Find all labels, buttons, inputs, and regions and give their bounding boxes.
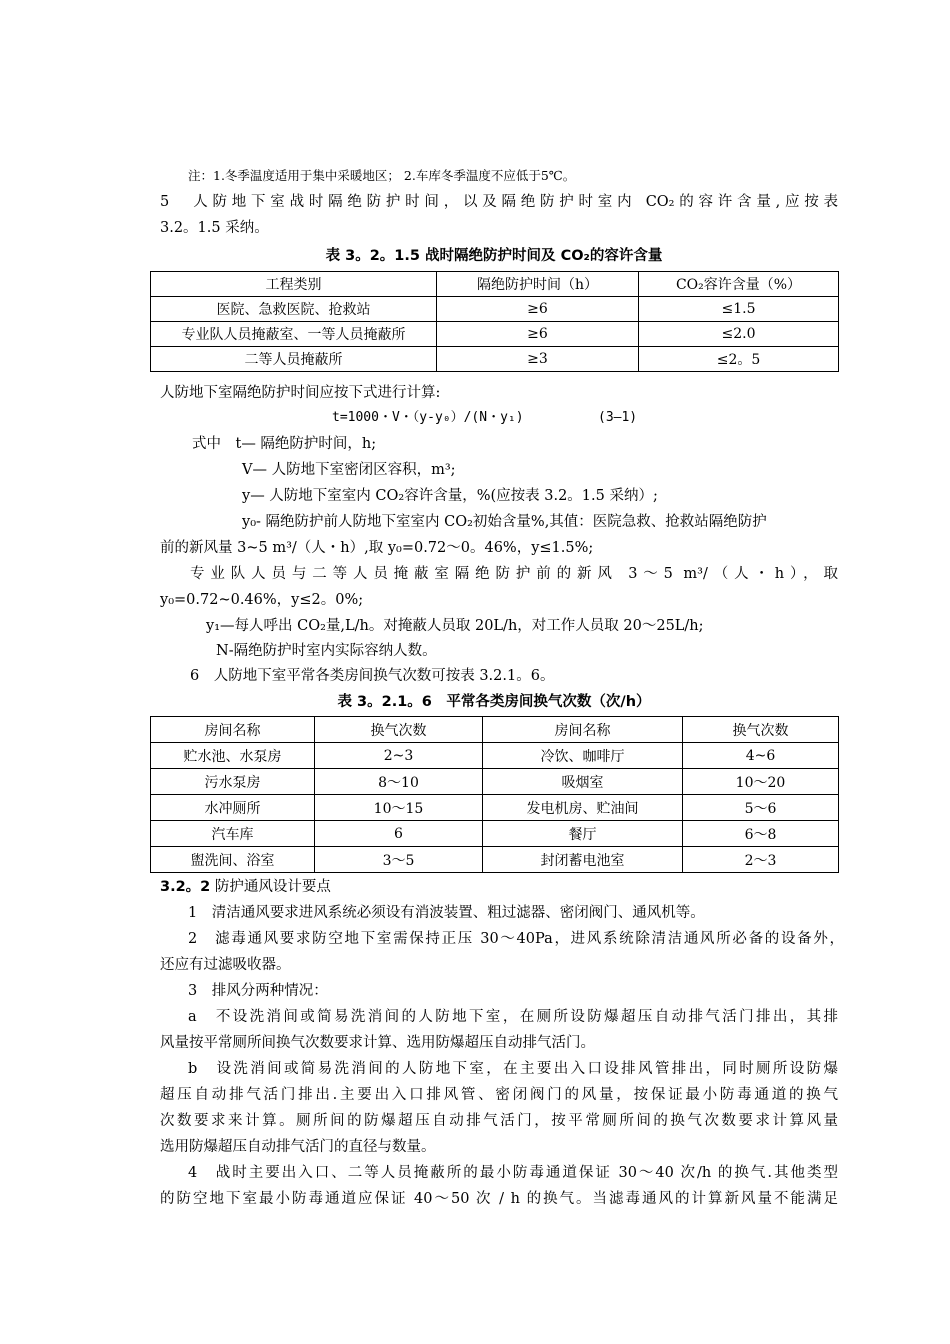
table-cell: 发电机房、贮油间 — [483, 795, 683, 821]
table-cell: 水冲厕所 — [151, 795, 315, 821]
table-cell: 2~3 — [315, 743, 483, 769]
table-cell: 汽车库 — [151, 821, 315, 847]
table-cell: 8～10 — [315, 769, 483, 795]
para-4-line1: 4 战时主要出入口、二等人员掩蔽所的最小防毒通道保证 30～40 次/h 的换气.其他类型 — [188, 1165, 838, 1181]
calc-intro: 人防地下室隔绝防护时间应按下式进行计算: — [160, 385, 441, 401]
table-cell: 2～3 — [683, 847, 839, 873]
table-cell: 10～15 — [315, 795, 483, 821]
air-change-table — [150, 716, 839, 873]
formula: t=1000・V・（y-y₀）/(N・y₁) — [332, 410, 524, 425]
table-row — [151, 347, 839, 372]
table-cell: ≥3 — [437, 347, 639, 372]
section-heading — [160, 877, 331, 897]
def-n: N-隔绝防护时室内实际容纳人数。 — [216, 643, 437, 659]
item-5-line2: 3.2。1.5 采纳。 — [160, 220, 269, 236]
table-header-row — [151, 717, 839, 743]
table-cell: ≤2。5 — [639, 347, 839, 372]
table-cell: 5～6 — [683, 795, 839, 821]
table-row — [151, 322, 839, 347]
header-cell: CO₂容许含量（%） — [639, 272, 839, 297]
table-cell: 6～8 — [683, 821, 839, 847]
para-3: 3 排风分两种情况： — [188, 983, 328, 999]
header-cell: 隔绝防护时间（h） — [437, 272, 639, 297]
header-cell: 换气次数 — [683, 717, 839, 743]
table-cell: 冷饮、咖啡厅 — [483, 743, 683, 769]
item-6: 6 人防地下室平常各类房间换气次数可按表 3.2.1。6。 — [190, 668, 555, 684]
table-cell: 贮水池、水泵房 — [151, 743, 315, 769]
section-title: 防护通风设计要点 — [214, 879, 331, 895]
def-y: y— 人防地下室室内 CO₂容许含量，%(应按表 3.2。1.5 采纳）; — [242, 488, 658, 504]
table-cell: 医院、急救医院、抢救站 — [151, 297, 437, 322]
def-v: V— 人防地下室密闭区容积，m³; — [242, 462, 456, 478]
table-row — [151, 821, 839, 847]
table-cell: 二等人员掩蔽所 — [151, 347, 437, 372]
isolation-table — [150, 271, 839, 372]
table-cell: 吸烟室 — [483, 769, 683, 795]
table-row — [151, 795, 839, 821]
table-cell: 污水泵房 — [151, 769, 315, 795]
para-b-line4: 选用防爆超压自动排气活门的直径与数量。 — [160, 1139, 436, 1155]
table-cell: 4~6 — [683, 743, 839, 769]
table-cell: 6 — [315, 821, 483, 847]
para-b-line3: 次数要求来计算。厕所间的防爆超压自动排气活门，按平常厕所间的换气次数要求计算风量 — [160, 1113, 838, 1129]
formula-number: (3—1) — [598, 410, 638, 425]
para-4-line2: 的防空地下室最小防毒通道应保证 40～50 次 / h 的换气。当滤毒通风的计算新风量不能满足 — [160, 1191, 838, 1207]
def-y0-line3: 专业队人员与二等人员掩蔽室隔绝防护前的新风 3～5 m³/（人・h），取 — [190, 566, 838, 582]
section-number: 3.2。2 — [160, 879, 211, 895]
header-cell: 房间名称 — [483, 717, 683, 743]
table-row — [151, 297, 839, 322]
para-a-line2: 风量按平常厕所间换气次数要求计算、选用防爆超压自动排气活门。 — [160, 1035, 595, 1051]
def-t: 式中 t— 隔绝防护时间，h; — [192, 436, 377, 452]
table-cell: ≥6 — [437, 297, 639, 322]
table-header-row — [151, 272, 839, 297]
table-cell: 盥洗间、浴室 — [151, 847, 315, 873]
table-cell: 10～20 — [683, 769, 839, 795]
table-cell: 专业队人员掩蔽室、一等人员掩蔽所 — [151, 322, 437, 347]
def-y0-line1: y₀- 隔绝防护前人防地下室室内 CO₂初始含量%,其值：医院急救、抢救站隔绝防护 — [242, 514, 767, 530]
table-row — [151, 743, 839, 769]
def-y1: y₁—每人呼出 CO₂量,L/h。对掩蔽人员取 20L/h，对工作人员取 20～25L/h; — [206, 618, 704, 634]
header-cell: 换气次数 — [315, 717, 483, 743]
para-a-line1: a 不设洗消间或简易洗消间的人防地下室，在厕所设防爆超压自动排气活门排出，其排 — [188, 1009, 838, 1025]
table-cell: 3～5 — [315, 847, 483, 873]
table-cell: ≤2.0 — [639, 322, 839, 347]
table-note: 注：1.冬季温度适用于集中采暖地区； 2.车库冬季温度不应低于5℃。 — [188, 168, 576, 183]
para-2-line2: 还应有过滤吸收器。 — [160, 957, 291, 973]
para-2-line1: 2 滤毒通风要求防空地下室需保持正压 30～40Pa，进风系统除清洁通风所必备的设备外， — [188, 931, 844, 947]
item-5-line1: 5 人防地下室战时隔绝防护时间，以及隔绝防护时室内 CO₂的容许含量,应按表 — [160, 194, 838, 210]
table-cell: 封闭蓄电池室 — [483, 847, 683, 873]
def-y0-line4: y₀=0.72~0.46%，y≤2。0%; — [160, 592, 364, 608]
table2-caption: 表 3。2.1。6 平常各类房间换气次数（次/h） — [337, 694, 651, 710]
header-cell: 工程类别 — [151, 272, 437, 297]
table-row — [151, 847, 839, 873]
para-b-line1: b 设洗消间或简易洗消间的人防地下室，在主要出入口设排风管排出，同时厕所设防爆 — [188, 1061, 838, 1077]
table-cell: ≤1.5 — [639, 297, 839, 322]
para-1: 1 清洁通风要求进风系统必须设有消波装置、粗过滤器、密闭阀门、通风机等。 — [188, 905, 705, 921]
para-b-line2: 超压自动排气活门排出.主要出入口排风管、密闭阀门的风量，按保证最小防毒通道的换气 — [160, 1087, 838, 1103]
header-cell: 房间名称 — [151, 717, 315, 743]
table-cell: ≥6 — [437, 322, 639, 347]
table-cell: 餐厅 — [483, 821, 683, 847]
table-row — [151, 769, 839, 795]
table1-caption: 表 3。2。1.5 战时隔绝防护时间及 CO₂的容许含量 — [325, 248, 663, 264]
def-y0-line2: 前的新风量 3~5 m³/（人・h）,取 y₀=0.72～0。46%，y≤1.5%; — [160, 540, 594, 556]
